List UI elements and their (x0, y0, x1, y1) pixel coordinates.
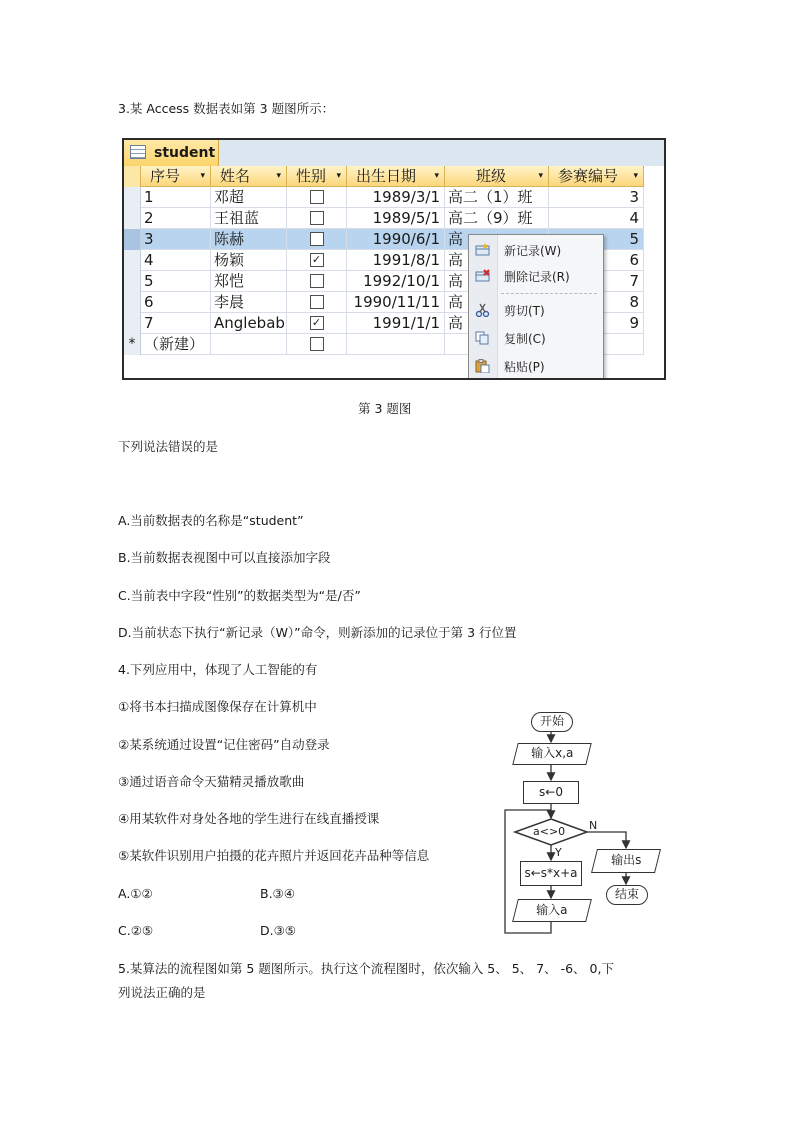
flow-end: 结束 (606, 885, 648, 905)
flow-output-s: 输出s (591, 849, 661, 873)
table-cell[interactable]: 高 (445, 229, 549, 250)
flow-input-a: 输入a (512, 899, 592, 922)
tab-student[interactable] (124, 140, 219, 166)
table-icon (130, 145, 146, 159)
table-cell[interactable]: 1991/8/1 (347, 250, 445, 271)
menu-item-new-record[interactable]: 新记录(W) (469, 239, 603, 261)
column-header[interactable]: 班级 ▾ (445, 166, 549, 187)
menu-item-paste[interactable]: 粘贴(P) (469, 355, 603, 377)
dropdown-arrow-icon[interactable]: ▾ (276, 171, 281, 181)
gender-checkbox[interactable]: ✓ (287, 313, 347, 334)
record-selector[interactable] (124, 313, 141, 334)
table-cell[interactable]: 9 (549, 313, 644, 334)
flow-condition: a<>0 (533, 825, 566, 838)
q4-option-c: C.②⑤ (118, 923, 154, 938)
table-cell[interactable]: 王祖蓝 (211, 208, 287, 229)
dropdown-arrow-icon[interactable]: ▾ (538, 171, 543, 181)
q5-line-2: 列说法正确的是 (118, 985, 206, 1000)
q4-item-5: ⑤某软件识别用户拍摄的花卉照片并返回花卉品种等信息 (118, 848, 430, 863)
table-cell[interactable]: 1990/11/11 (347, 292, 445, 313)
table-cell[interactable]: 高 (445, 313, 549, 334)
record-selector[interactable] (124, 187, 141, 208)
q3-question: 下列说法错误的是 (118, 439, 219, 454)
record-selector[interactable] (124, 250, 141, 271)
table-cell[interactable]: 4 (141, 250, 211, 271)
table-cell[interactable]: 5 (141, 271, 211, 292)
menu-item-copy[interactable]: 复制(C) (469, 327, 603, 349)
dropdown-arrow-icon[interactable]: ▾ (434, 171, 439, 181)
table-cell[interactable]: 6 (141, 292, 211, 313)
table-cell[interactable]: 3 (141, 229, 211, 250)
delete-record-icon (475, 269, 490, 283)
table-cell[interactable]: 高二（9）班 (445, 208, 549, 229)
record-selector[interactable] (124, 208, 141, 229)
table-row[interactable] (124, 187, 664, 208)
copy-icon (475, 331, 490, 345)
dropdown-arrow-icon[interactable]: ▾ (336, 171, 341, 181)
scissors-icon (475, 303, 490, 317)
q4-option-a: A.①② (118, 886, 153, 901)
table-cell[interactable]: 李晨 (211, 292, 287, 313)
dropdown-arrow-icon[interactable]: ▾ (633, 171, 638, 181)
q3-heading: 3.某 Access 数据表如第 3 题图所示： (118, 101, 335, 116)
table-cell[interactable]: 1992/10/1 (347, 271, 445, 292)
record-selector[interactable]: * (124, 334, 141, 355)
flow-input-x-a: 输入x,a (512, 743, 591, 765)
record-selector[interactable] (124, 271, 141, 292)
q4-option-d: D.③⑤ (260, 923, 297, 938)
table-cell[interactable]: 5 (549, 229, 644, 250)
gender-checkbox[interactable] (287, 229, 347, 250)
table-cell[interactable]: 高 (445, 271, 549, 292)
table-cell[interactable]: 1989/3/1 (347, 187, 445, 208)
q4-item-4: ④用某软件对身处各地的学生进行在线直播授课 (118, 811, 380, 826)
table-cell[interactable]: 杨颖 (211, 250, 287, 271)
flow-init-s: s←0 (523, 781, 579, 804)
table-cell[interactable]: 陈赫 (211, 229, 287, 250)
header-row (124, 166, 664, 187)
table-cell[interactable] (347, 334, 445, 355)
table-cell[interactable] (287, 334, 347, 355)
menu-item-delete-record[interactable]: 删除记录(R) (469, 265, 603, 287)
gender-checkbox[interactable] (287, 271, 347, 292)
q4-item-1: ①将书本扫描成图像保存在计算机中 (118, 699, 317, 714)
dropdown-arrow-icon[interactable]: ▾ (200, 171, 205, 181)
gender-checkbox[interactable] (287, 292, 347, 313)
table-cell[interactable]: 6 (549, 250, 644, 271)
table-cell[interactable]: 高二（1）班 (445, 187, 549, 208)
table-cell[interactable]: （新建） (141, 334, 211, 355)
table-cell[interactable]: 高 (445, 292, 549, 313)
table-cell[interactable]: 1 (141, 187, 211, 208)
q5-line-1: 5.某算法的流程图如第 5 题图所示。执行这个流程图时，依次输入 5、 5、 7、 -6、 0,下 (118, 961, 614, 976)
table-cell[interactable]: 1991/1/1 (347, 313, 445, 334)
column-header[interactable]: 姓名 ▾ (211, 166, 287, 187)
record-selector[interactable] (124, 292, 141, 313)
gender-checkbox[interactable] (287, 208, 347, 229)
flow-label-yes: Y (555, 846, 562, 859)
access-datasheet-screenshot (122, 138, 666, 380)
table-cell[interactable]: 邓超 (211, 187, 287, 208)
table-row[interactable] (124, 208, 664, 229)
column-header[interactable]: 参赛编号 ▾ (549, 166, 644, 187)
context-menu (468, 234, 604, 380)
record-selector[interactable] (124, 229, 141, 250)
tab-label: student (154, 145, 216, 161)
q3-caption: 第 3 题图 (358, 401, 412, 416)
column-header[interactable]: 出生日期 ▾ (347, 166, 445, 187)
column-header[interactable]: 性别 ▾ (287, 166, 347, 187)
table-cell[interactable]: 高 (445, 250, 549, 271)
table-cell[interactable]: 3 (549, 187, 644, 208)
q4-option-b: B.③④ (260, 886, 295, 901)
table-cell[interactable]: 7 (141, 313, 211, 334)
q4-heading: 4.下列应用中，体现了人工智能的有 (118, 662, 318, 677)
flow-start: 开始 (531, 712, 573, 732)
menu-separator (501, 293, 597, 294)
table-cell[interactable]: 4 (549, 208, 644, 229)
flow-label-no: N (589, 819, 598, 832)
tab-strip (124, 140, 664, 166)
q4-item-3: ③通过语音命令天猫精灵播放歌曲 (118, 774, 305, 789)
gender-checkbox[interactable]: ✓ (287, 250, 347, 271)
q3-option-c: C.当前表中字段“性别”的数据类型为“是/否” (118, 588, 361, 603)
gender-checkbox[interactable] (287, 187, 347, 208)
paste-icon (475, 359, 490, 373)
q4-item-2: ②某系统通过设置“记住密码”自动登录 (118, 737, 330, 752)
q3-option-b: B.当前数据表视图中可以直接添加字段 (118, 550, 331, 565)
q3-option-a: A.当前数据表的名称是“student” (118, 513, 304, 528)
flow-assign: s←s*x+a (520, 861, 582, 886)
table-cell[interactable]: 郑恺 (211, 271, 287, 292)
table-cell[interactable]: 2 (141, 208, 211, 229)
table-cell[interactable]: 7 (549, 271, 644, 292)
new-record-icon (475, 243, 490, 257)
column-header[interactable]: 序号 ▾ (141, 166, 211, 187)
table-cell[interactable]: 1989/5/1 (347, 208, 445, 229)
record-selector[interactable] (124, 166, 141, 187)
table-cell[interactable]: Anglebab (211, 313, 287, 334)
table-cell[interactable]: 1990/6/1 (347, 229, 445, 250)
q3-option-d: D.当前状态下执行“新记录（W）”命令，则新添加的记录位于第 3 行位置 (118, 625, 517, 640)
menu-item-cut[interactable]: 剪切(T) (469, 299, 603, 321)
table-cell[interactable]: 8 (549, 292, 644, 313)
table-cell[interactable] (211, 334, 287, 355)
